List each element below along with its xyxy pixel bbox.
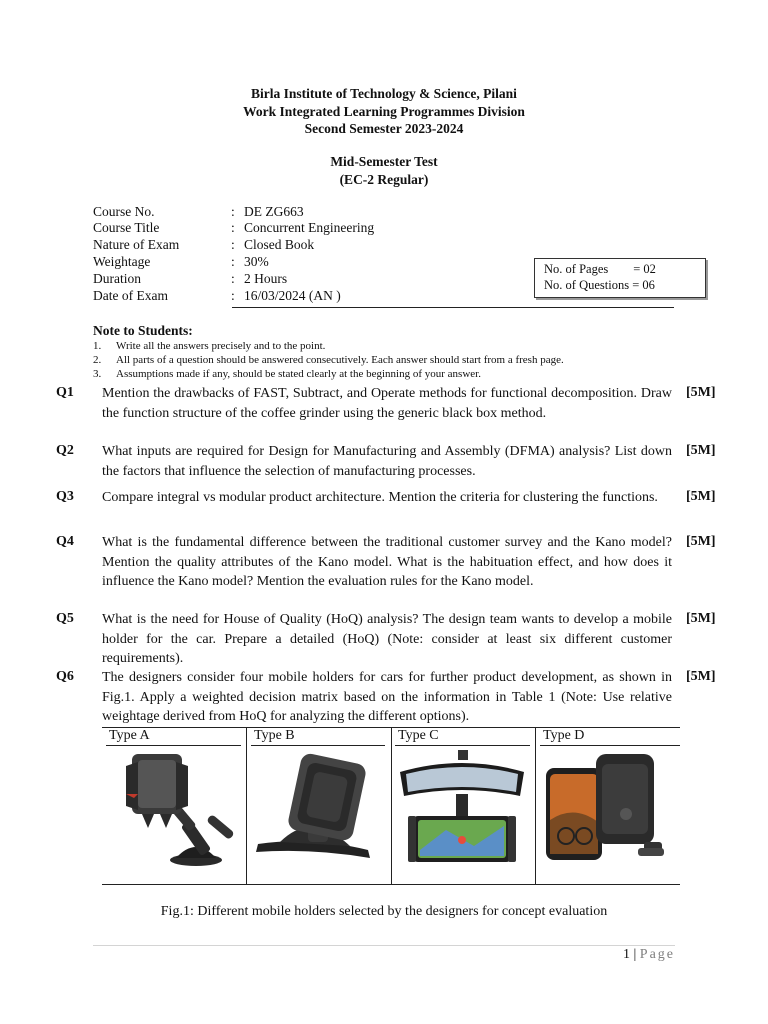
note-text: Assumptions made if any, should be stated clearly at the beginning of your answer.: [116, 368, 481, 380]
colon: :: [231, 204, 235, 219]
test-title: Mid-Semester Test: [330, 154, 438, 169]
note-item: [93, 368, 481, 380]
type-c-label: Type C: [398, 728, 439, 743]
cell-underline: [540, 745, 680, 746]
question-text: The designers consider four mobile holders for cars for further product development, as shown in Fig.1. Apply a weighted decision matrix based on the information in Table 1 (Note: Use relative weightage derived from HoQ for analyzing the different options).: [102, 670, 672, 724]
weightage-value: 30%: [244, 254, 269, 269]
question-label: Q2: [56, 443, 74, 458]
question-label: Q6: [56, 669, 74, 684]
question-label: Q3: [56, 489, 74, 504]
question-text: What is the need for House of Quality (HoQ) analysis? The design team wants to develop a mobile holder for the car. Prepare a detailed (HoQ) (Note: consider at least six different customer requirements).: [102, 612, 672, 666]
figure-caption: Fig.1: Different mobile holders selected by the designers for concept evaluation: [160, 904, 608, 919]
table-divider: [246, 727, 247, 884]
weightage-label: Weightage: [93, 254, 151, 269]
question-text: Mention the drawbacks of FAST, Subtract, and Operate methods for functional decomposition. Draw the function structure of the coffee grinder using the generic black box method.: [102, 386, 672, 421]
nature-label: Nature of Exam: [93, 237, 180, 252]
question-marks: [5M]: [686, 385, 716, 400]
note-item: [93, 354, 564, 366]
table-divider: [535, 727, 536, 884]
notes-title: Note to Students:: [93, 323, 193, 338]
course-title-label: Course Title: [93, 220, 160, 235]
note-text: Write all the answers precisely and to the point.: [116, 340, 326, 352]
colon: :: [231, 288, 235, 303]
header-divider: [232, 307, 674, 308]
questions-count: No. of Questions = 06: [544, 278, 655, 292]
course-no-value: DE ZG663: [244, 204, 304, 219]
pages-count: No. of Pages = 02: [544, 262, 656, 276]
note-number: 2.: [93, 354, 102, 366]
page-num: 1: [622, 947, 630, 962]
page-separator: |: [629, 947, 640, 962]
note-text: All parts of a question should be answered consecutively. Each answer should start from a fresh page.: [116, 354, 564, 366]
question-text: What is the fundamental difference between the traditional customer survey and the Kano model? Mention the quality attributes of the Kano model. What is the habituation effect, and how does it influence the Kano model? Mention the evaluation rules for the Kano model.: [102, 535, 672, 589]
table-bottom-border: [102, 884, 680, 885]
division-name: Work Integrated Learning Programmes Division: [243, 104, 525, 119]
question-label: Q5: [56, 611, 74, 626]
question-label: Q4: [56, 534, 74, 549]
question-label: Q1: [56, 385, 74, 400]
type-d-label: Type D: [543, 728, 585, 743]
cell-underline: [395, 745, 530, 746]
semester: Second Semester 2023-2024: [304, 121, 464, 136]
holder-type-d-image: [540, 750, 674, 868]
pages-info-box: [534, 258, 706, 298]
question-marks: [5M]: [686, 611, 716, 626]
page-number: [623, 947, 675, 963]
test-subtitle: (EC-2 Regular): [339, 172, 429, 187]
holder-type-b-image: [252, 750, 386, 868]
duration-label: Duration: [93, 271, 141, 286]
question-text: What inputs are required for Design for Manufacturing and Assembly (DFMA) analysis? List down the factors that influence the selection of manufacturing processes.: [102, 444, 672, 479]
colon: :: [231, 220, 235, 235]
note-number: 1.: [93, 340, 102, 352]
question-marks: [5M]: [686, 669, 716, 684]
type-a-label: Type A: [109, 728, 150, 743]
question-marks: [5M]: [686, 534, 716, 549]
cell-underline: [251, 745, 385, 746]
note-item: [93, 340, 325, 352]
question-text: Compare integral vs modular product architecture. Mention the criteria for clustering the functions.: [102, 490, 658, 505]
colon: :: [231, 254, 235, 269]
date-label: Date of Exam: [93, 288, 168, 303]
type-b-label: Type B: [254, 728, 295, 743]
question-marks: [5M]: [686, 489, 716, 504]
date-value: 16/03/2024 (AN ): [244, 288, 341, 303]
question-marks: [5M]: [686, 443, 716, 458]
institute-name: Birla Institute of Technology & Science, Pilani: [251, 86, 517, 101]
course-no-label: Course No.: [93, 204, 155, 219]
table-divider: [391, 727, 392, 884]
course-title-value: Concurrent Engineering: [244, 220, 375, 235]
footer-divider: [93, 945, 675, 946]
colon: :: [231, 237, 235, 252]
cell-underline: [106, 745, 241, 746]
note-number: 3.: [93, 368, 102, 380]
page-word: Page: [639, 947, 675, 962]
duration-value: 2 Hours: [244, 271, 288, 286]
holder-type-c-image: [396, 750, 530, 868]
colon: :: [231, 271, 235, 286]
holder-type-a-image: [108, 750, 242, 868]
nature-value: Closed Book: [244, 237, 315, 252]
